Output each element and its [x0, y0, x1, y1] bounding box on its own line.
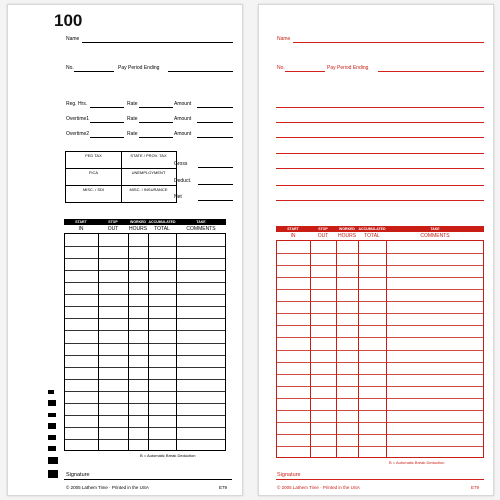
- grid-row-line: [64, 282, 226, 283]
- grid-row-line: [64, 379, 226, 380]
- note-line[interactable]: [276, 137, 484, 138]
- net-label: Net: [174, 194, 182, 200]
- deductions-divider-h1: [66, 168, 176, 169]
- grid-row-line: [276, 374, 484, 375]
- fica-label: FICA: [88, 170, 99, 175]
- gross-line[interactable]: [198, 167, 233, 168]
- time-grid-body[interactable]: [276, 241, 484, 458]
- grid-row-line: [276, 350, 484, 351]
- ot1-amount-line[interactable]: [197, 122, 233, 123]
- note-line[interactable]: [276, 168, 484, 169]
- reg-hrs-label: Reg. Hrs.: [66, 101, 88, 107]
- ot2-line[interactable]: [90, 137, 124, 138]
- grid-sub-comments: COMMENTS: [186, 226, 216, 232]
- pay-period-label: Pay Period Ending: [118, 65, 160, 71]
- pay-period-line[interactable]: [168, 71, 233, 72]
- misc-insurance-label: MISC. / INSURANCE: [129, 187, 168, 192]
- name-line[interactable]: [293, 42, 484, 43]
- reg-hrs-line[interactable]: [90, 107, 124, 108]
- timing-mark: [48, 457, 58, 464]
- ot2-label: Overtime2: [66, 131, 90, 137]
- note-line[interactable]: [276, 200, 484, 201]
- ot2-amount-line[interactable]: [197, 137, 233, 138]
- no-label: No.: [66, 65, 74, 71]
- ot2-rate-line[interactable]: [139, 137, 173, 138]
- ot1-amount-label: Amount: [174, 116, 192, 122]
- pay-period-label: Pay Period Ending: [327, 65, 369, 71]
- note-line[interactable]: [276, 153, 484, 154]
- reg-rate-line[interactable]: [139, 107, 173, 108]
- grid-head-stop: STOP: [108, 220, 118, 224]
- timing-mark: [48, 423, 56, 429]
- time-card-back: [258, 4, 494, 496]
- grid-sub-total: TOTAL: [154, 226, 170, 232]
- fed-tax-label: FED TAX: [85, 153, 102, 158]
- grid-row-line: [276, 301, 484, 302]
- net-line[interactable]: [198, 200, 233, 201]
- no-line[interactable]: [74, 71, 114, 72]
- signature-line[interactable]: [64, 479, 232, 480]
- time-grid-subheader: [276, 232, 484, 241]
- unemployment-label: UNEMPLOYMENT: [131, 170, 166, 175]
- grid-head-stop: STOP: [318, 227, 328, 231]
- time-grid-body[interactable]: [64, 234, 226, 451]
- signature-line[interactable]: [276, 479, 484, 480]
- timing-mark: [48, 400, 56, 406]
- grid-head-start: START: [75, 220, 87, 224]
- reg-amount-label: Amount: [174, 101, 192, 107]
- break-note: B = Automatic Break Deduction: [389, 460, 445, 465]
- name-label: Name: [277, 36, 291, 42]
- timing-mark: [48, 435, 56, 440]
- grid-row-line: [276, 325, 484, 326]
- deductions-divider-h2: [66, 185, 176, 186]
- grid-row-line: [276, 410, 484, 411]
- form-code: E79: [471, 485, 480, 490]
- note-line[interactable]: [276, 107, 484, 108]
- grid-row-line: [276, 289, 484, 290]
- signature-label: Signature: [66, 472, 90, 478]
- grid-row-line: [64, 403, 226, 404]
- grid-row-line: [64, 270, 226, 271]
- ot1-rate-label: Rate: [127, 116, 138, 122]
- name-line[interactable]: [82, 42, 233, 43]
- grid-row-line: [64, 355, 226, 356]
- timing-mark: [48, 390, 54, 394]
- grid-sub-hours: HOURS: [128, 226, 148, 232]
- grid-sub-in: IN: [78, 226, 84, 232]
- grid-row-line: [64, 415, 226, 416]
- grid-row-line: [276, 277, 484, 278]
- time-grid-subheader: [64, 225, 226, 234]
- grid-row-line: [276, 422, 484, 423]
- grid-sub-total: TOTAL: [364, 233, 380, 239]
- grid-row-line: [276, 398, 484, 399]
- break-note: B = Automatic Break Deduction: [140, 453, 196, 458]
- deduct-label: Deduct.: [174, 178, 192, 184]
- grid-row-line: [276, 434, 484, 435]
- ot1-line[interactable]: [90, 122, 124, 123]
- grid-head-worked: WORKED: [130, 220, 146, 224]
- ot2-amount-label: Amount: [174, 131, 192, 137]
- deductions-divider-v: [121, 152, 122, 202]
- deduct-line[interactable]: [198, 184, 233, 185]
- ot1-rate-line[interactable]: [139, 122, 173, 123]
- grid-row-line: [64, 439, 226, 440]
- grid-head-take: TAKE: [430, 227, 440, 231]
- grid-row-line: [276, 386, 484, 387]
- form-code: E79: [219, 485, 228, 490]
- grid-sub-in: IN: [290, 233, 296, 239]
- reg-amount-line[interactable]: [197, 107, 233, 108]
- grid-row-line: [64, 427, 226, 428]
- grid-row-line: [64, 391, 226, 392]
- reg-rate-label: Rate: [127, 101, 138, 107]
- timing-mark: [48, 413, 56, 417]
- pay-period-line[interactable]: [378, 71, 484, 72]
- time-card-front: [7, 4, 243, 496]
- deductions-box: [65, 151, 177, 203]
- misc-sdi-label: MISC. / SDI: [82, 187, 105, 192]
- grid-row-line: [276, 362, 484, 363]
- grid-row-line: [64, 343, 226, 344]
- grid-row-line: [64, 246, 226, 247]
- grid-row-line: [276, 446, 484, 447]
- grid-row-line: [64, 294, 226, 295]
- grid-head-take: TAKE: [196, 220, 206, 224]
- gross-label: Gross: [174, 161, 188, 167]
- grid-sub-out: OUT: [107, 226, 119, 232]
- grid-row-line: [64, 258, 226, 259]
- timing-mark: [48, 446, 56, 451]
- card-number: 100: [54, 11, 83, 30]
- signature-label: Signature: [277, 472, 301, 478]
- grid-row-line: [276, 265, 484, 266]
- grid-head-worked: WORKED: [339, 227, 355, 231]
- timing-mark: [48, 470, 58, 478]
- grid-head-accumulated: ACCUMULATED: [358, 227, 386, 231]
- state-tax-label: STATE / PROV. TAX: [130, 153, 167, 158]
- grid-sub-out: OUT: [317, 233, 329, 239]
- no-label: No.: [277, 65, 285, 71]
- grid-head-start: START: [287, 227, 299, 231]
- grid-row-line: [276, 313, 484, 314]
- footer-text: © 2005 Lathem Time · Printed in the USA: [66, 485, 149, 490]
- grid-row-line: [276, 337, 484, 338]
- ot2-rate-label: Rate: [127, 131, 138, 137]
- grid-row-line: [64, 367, 226, 368]
- name-label: Name: [66, 36, 80, 42]
- note-line[interactable]: [276, 122, 484, 123]
- grid-head-accumulated: ACCUMULATED: [148, 220, 176, 224]
- grid-row-line: [64, 330, 226, 331]
- grid-sub-hours: HOURS: [337, 233, 357, 239]
- grid-row-line: [64, 306, 226, 307]
- grid-sub-comments: COMMENTS: [420, 233, 450, 239]
- grid-row-line: [64, 318, 226, 319]
- footer-text: © 2005 Lathem Time · Printed in the USA: [277, 485, 360, 490]
- ot1-label: Overtime1: [66, 116, 90, 122]
- note-line[interactable]: [276, 185, 484, 186]
- grid-row-line: [276, 253, 484, 254]
- no-line[interactable]: [285, 71, 325, 72]
